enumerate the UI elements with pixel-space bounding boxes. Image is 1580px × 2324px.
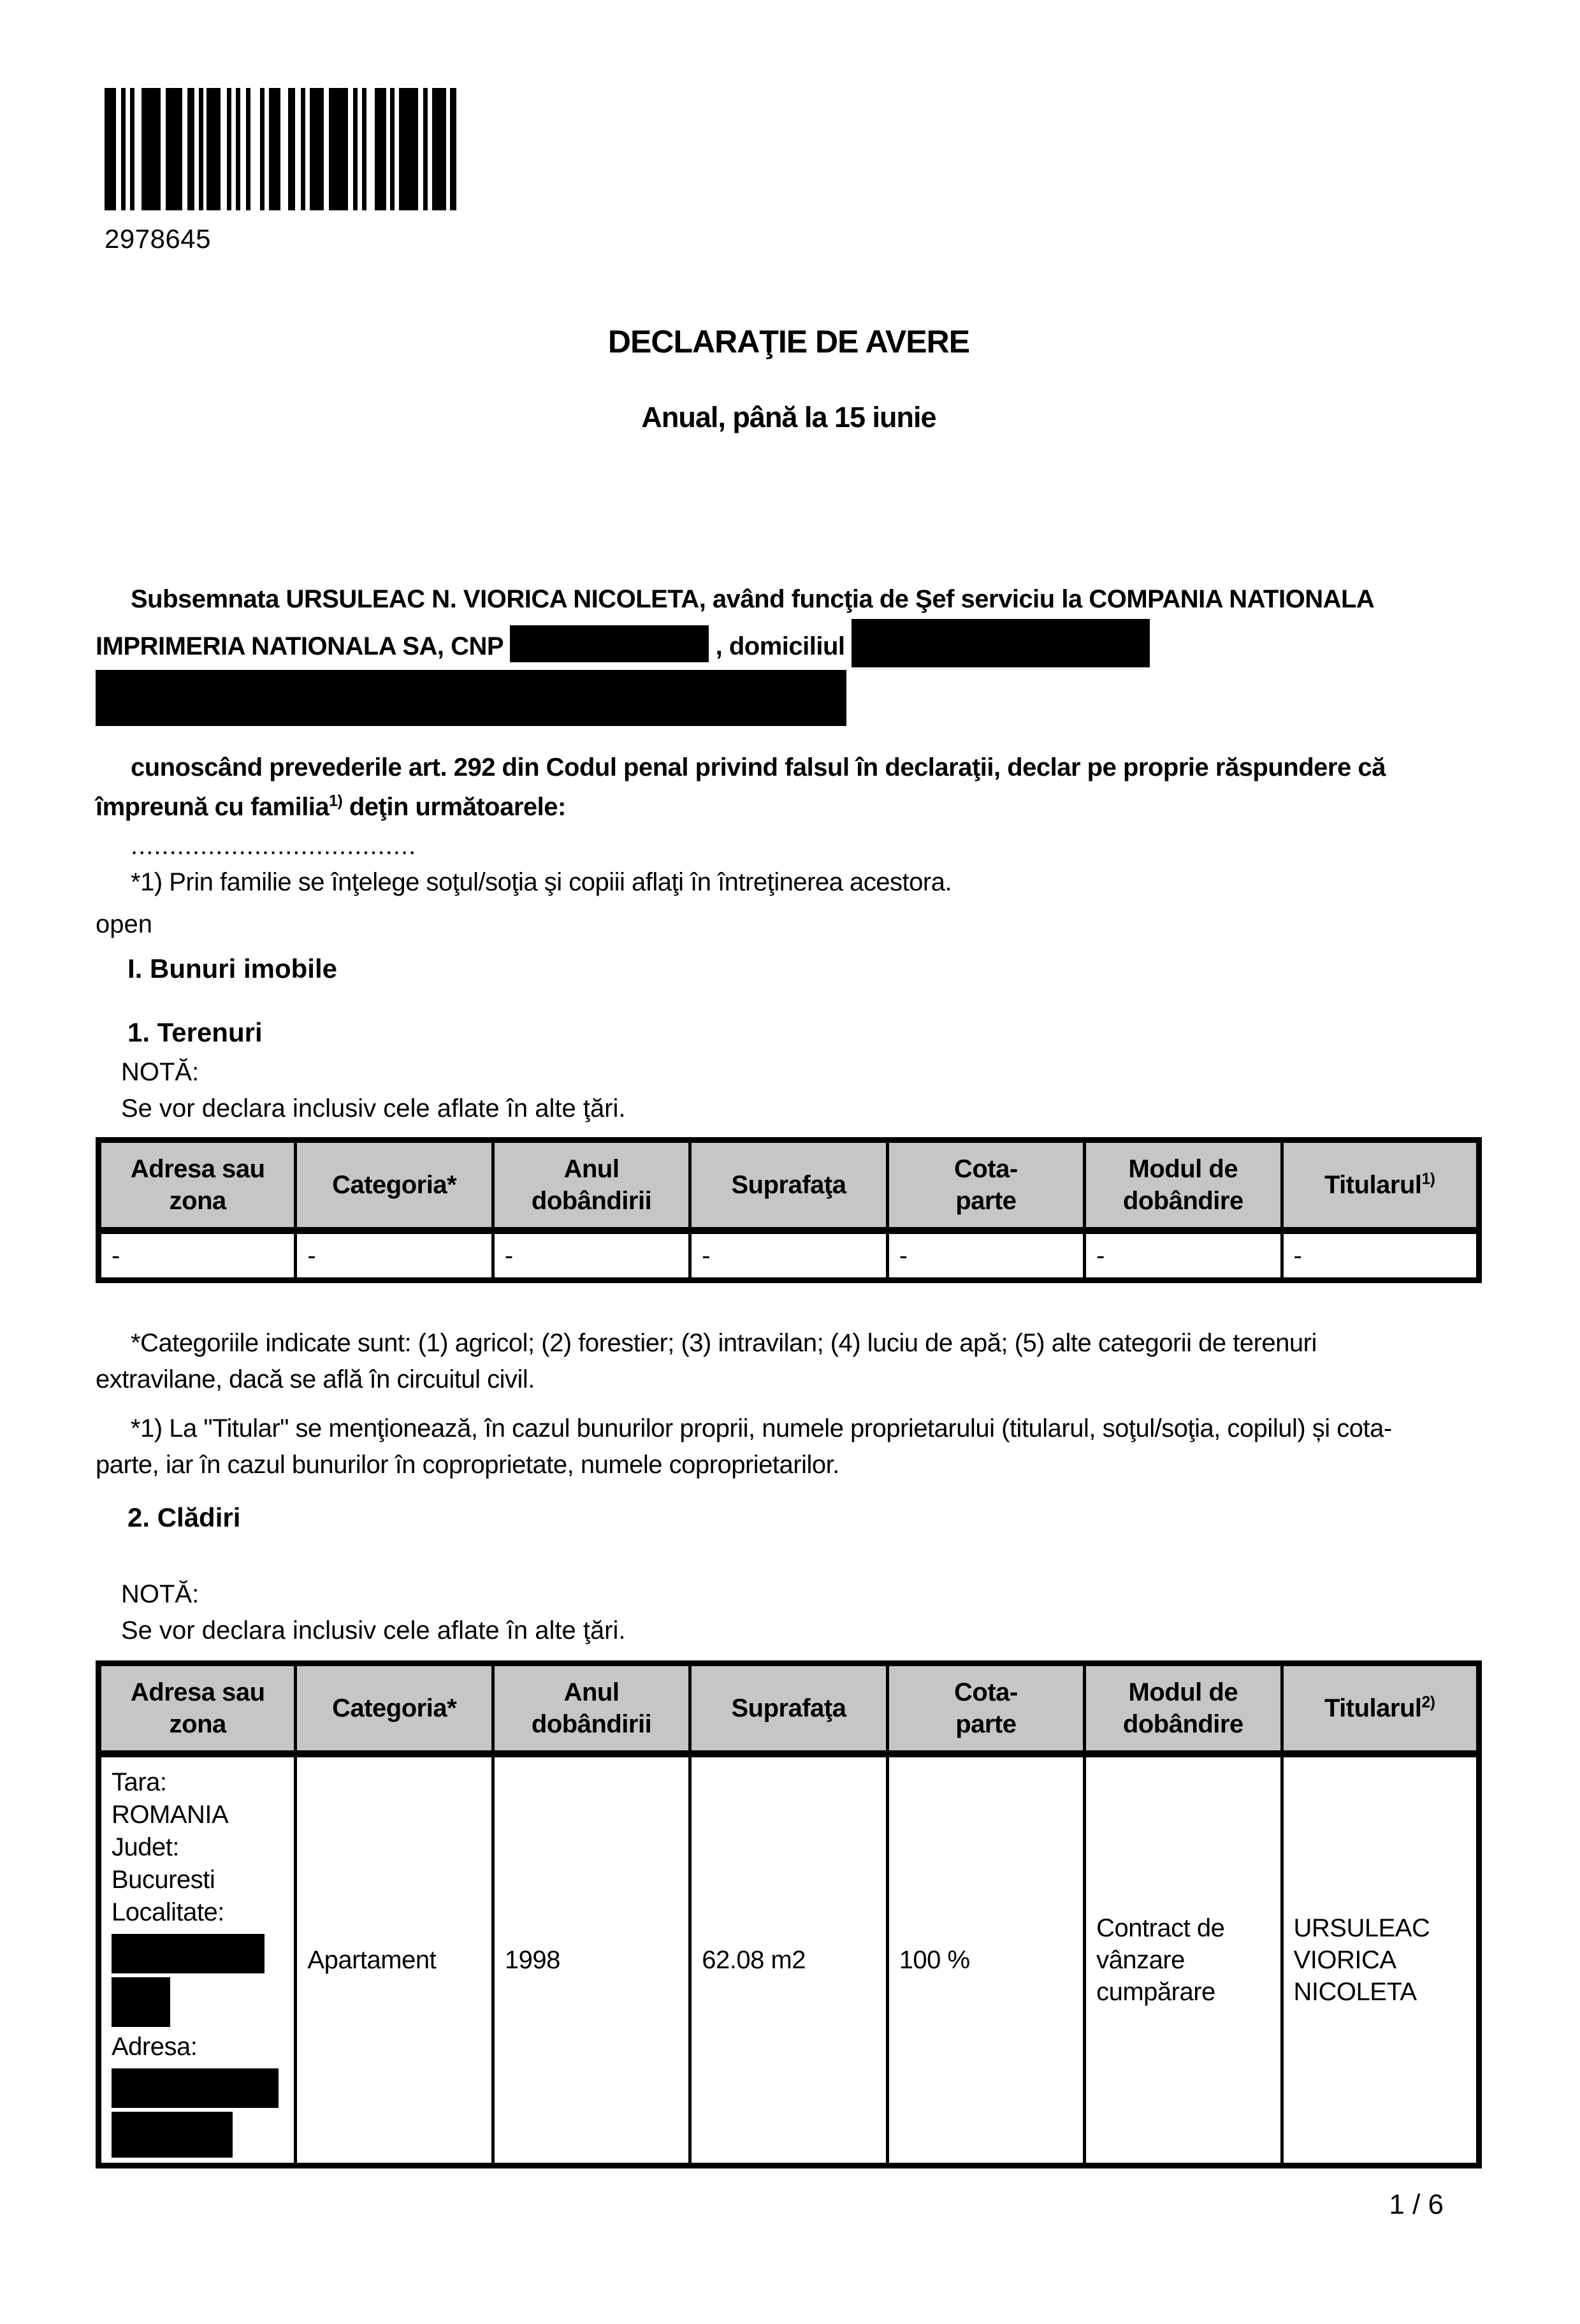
header-cell-titular: Titularul$^{1)}$ bbox=[1282, 1140, 1479, 1231]
document-subtitle: Anual, până la 15 iunie bbox=[641, 401, 936, 433]
header-cell-adresa: Adresa sau zona bbox=[99, 1664, 296, 1754]
terenuri-header-row bbox=[99, 1140, 1479, 1231]
cladiri-cell-categoria: Apartament bbox=[296, 1754, 493, 2166]
header-cell-categoria: Categoria* bbox=[296, 1664, 493, 1754]
page-number: 1 / 6 bbox=[1389, 2189, 1444, 2220]
subsection-title-cladiri: 2. Clădiri bbox=[127, 1502, 241, 1532]
cladiri-cell-cota: 100 % bbox=[887, 1754, 1084, 2166]
titular-note: *1) La "Titular" se menţionează, în cazul bunurilor proprii, numele proprietarului (titularul, soţul/soţia, copilul) și cota-parte, iar în cazul bunurilor în coproprietate, numele coproprietarilor. bbox=[96, 1414, 1392, 1479]
header-cell-modul: Modul de dobândire bbox=[1085, 1664, 1282, 1754]
cladiri-cell-adresa bbox=[99, 1754, 296, 2166]
terenuri-empty-row bbox=[99, 1231, 1479, 1281]
address-line-romania: ROMANIA bbox=[112, 1801, 229, 1829]
cladiri-cell-suprafata: 62.08 m2 bbox=[690, 1754, 887, 2166]
categories-note: *Categoriile indicate sunt: (1) agricol; (2) forestier; (3) intravilan; (4) luciu de apă; (5) alte categorii de terenuri extravilane, dacă se află în circuitul civil. bbox=[96, 1329, 1317, 1393]
nota-block-terenuri bbox=[96, 1054, 1482, 1127]
address-line-localitate: Localitate: bbox=[112, 1898, 224, 1926]
terenuri-cell-anul: - bbox=[493, 1231, 690, 1281]
header-cell-categoria: Categoria* bbox=[296, 1140, 493, 1231]
cladiri-data-row bbox=[99, 1754, 1479, 2166]
terenuri-cell-cota: - bbox=[887, 1231, 1084, 1281]
redaction-localitate-1 bbox=[112, 1934, 265, 1973]
cladiri-cell-anul: 1998 bbox=[493, 1754, 690, 2166]
terenuri-cell-titular: - bbox=[1282, 1231, 1479, 1281]
page bbox=[0, 88, 1580, 2324]
nota2-label: NOTĂ: bbox=[121, 1580, 199, 1608]
header-cell-suprafata: Suprafaţa bbox=[690, 1664, 887, 1754]
nota2-text: Se vor declara inclusiv cele aflate în alte ţări. bbox=[121, 1616, 626, 1645]
cladiri-cell-titular: URSULEAC VIORICA NICOLETA bbox=[1282, 1754, 1479, 2166]
nota-text: Se vor declara inclusiv cele aflate în alte ţări. bbox=[121, 1094, 626, 1122]
header-cell-cota: Cota- parte bbox=[887, 1140, 1084, 1231]
document-page bbox=[0, 88, 1580, 2221]
redaction-adresa-1 bbox=[112, 2068, 279, 2108]
barcode-image bbox=[105, 88, 456, 210]
address-line-judet: Judet: bbox=[112, 1833, 179, 1861]
terenuri-table bbox=[96, 1137, 1482, 1283]
redaction-adresa-2 bbox=[112, 2112, 233, 2158]
redaction-cnp bbox=[510, 625, 709, 662]
cladiri-cell-modul: Contract de vânzare cumpărare bbox=[1085, 1754, 1282, 2166]
nota-block-cladiri bbox=[96, 1576, 1482, 1649]
oath-text: cunoscând prevederile art. 292 din Codul penal privind falsul în declaraţii, declar pe proprie răspundere că împreună cu familia bbox=[96, 753, 1386, 821]
address-line-adresa-label: Adresa: bbox=[112, 2033, 198, 2061]
oath-paragraph bbox=[96, 748, 1409, 827]
family-footnote: *1) Prin familie se înţelege soţul/soţia şi copiii aflaţi în întreţinerea acestora. bbox=[131, 868, 952, 896]
subsection-title-terenuri: 1. Terenuri bbox=[127, 1017, 263, 1047]
oath-text-after: deţin următoarele: bbox=[342, 793, 566, 821]
nota-label: NOTĂ: bbox=[121, 1058, 199, 1086]
header-cell-adresa: Adresa sau zona bbox=[99, 1140, 296, 1231]
declarant-text-before-cnp: Subsemnata URSULEAC N. VIORICA NICOLETA, având funcţia de Şef serviciu la COMPANIA NATIONALA IMPRIMERIA NATIONALA SA, CNP bbox=[96, 585, 1373, 660]
cladiri-table bbox=[96, 1660, 1482, 2168]
footnote-ref-1: 1) bbox=[329, 792, 343, 810]
redaction-address-line bbox=[96, 670, 846, 726]
redaction-domicile bbox=[852, 619, 1150, 667]
address-line-bucuresti: Bucuresti bbox=[112, 1866, 215, 1894]
redaction-localitate-2 bbox=[112, 1977, 170, 2027]
terenuri-cell-suprafata: - bbox=[690, 1231, 887, 1281]
terenuri-cell-adresa: - bbox=[99, 1231, 296, 1281]
header-cell-cota: Cota- parte bbox=[887, 1664, 1084, 1754]
barcode-block bbox=[105, 88, 1482, 254]
terenuri-cell-categoria: - bbox=[296, 1231, 493, 1281]
header-cell-anul: Anul dobândirii bbox=[493, 1664, 690, 1754]
header-cell-suprafata: Suprafaţa bbox=[690, 1140, 887, 1231]
barcode-number: 2978645 bbox=[105, 224, 212, 254]
section-title-bunuri-imobile: I. Bunuri imobile bbox=[127, 954, 338, 984]
address-line-tara: Tara: bbox=[112, 1768, 167, 1796]
document-title: DECLARAŢIE DE AVERE bbox=[607, 324, 970, 359]
header-cell-anul: Anul dobândirii bbox=[493, 1140, 690, 1231]
cladiri-header-row bbox=[99, 1664, 1479, 1754]
declarant-text-domicile: , domiciliul bbox=[715, 632, 845, 660]
dotted-line: ..................................... bbox=[131, 832, 417, 860]
header-cell-titular: Titularul$^{2)}$ bbox=[1282, 1664, 1479, 1754]
terenuri-cell-modul: - bbox=[1085, 1231, 1282, 1281]
open-text: open bbox=[96, 910, 152, 938]
header-cell-modul: Modul de dobândire bbox=[1085, 1140, 1282, 1231]
declarant-paragraph bbox=[96, 579, 1482, 726]
